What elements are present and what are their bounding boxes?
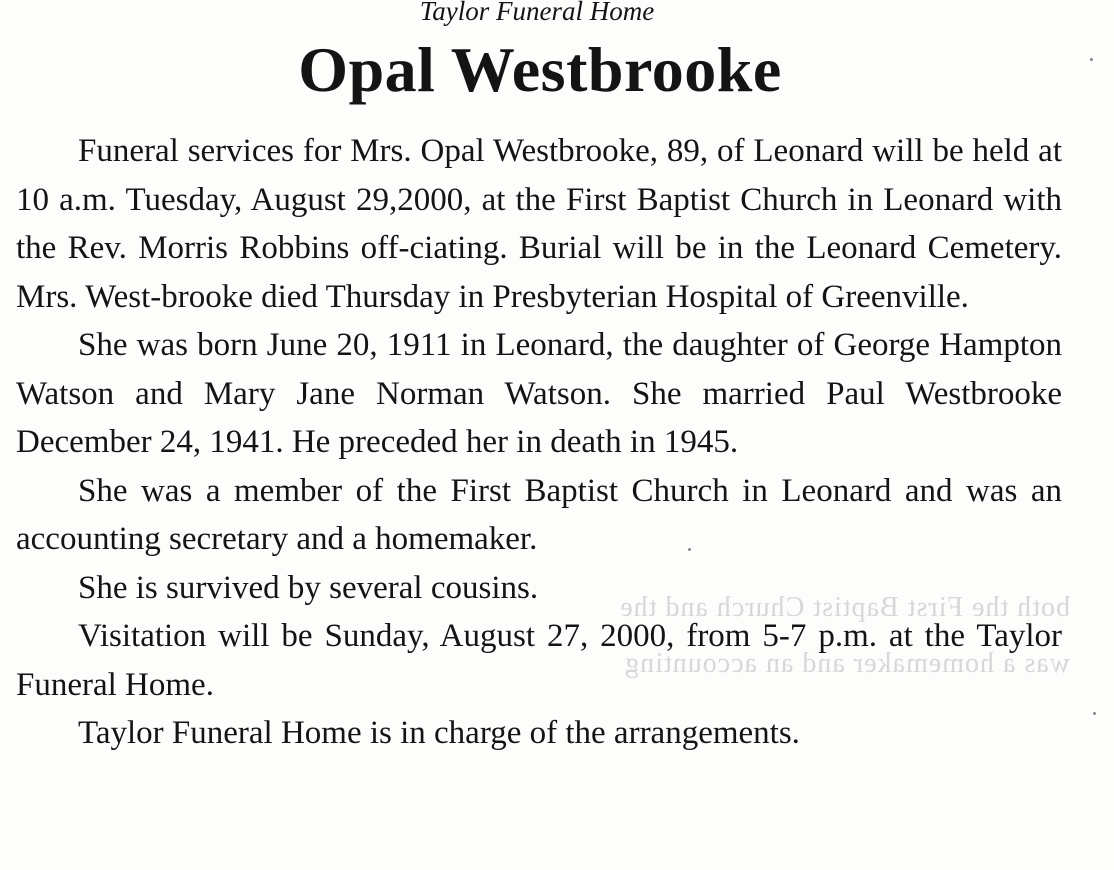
paragraph-visitation: Visitation will be Sunday, August 27, 2000, from 5-7 p.m. at the Taylor Funeral Home. bbox=[16, 618, 1062, 703]
paragraph-arrangements: Taylor Funeral Home is in charge of the arrangements. bbox=[78, 715, 800, 751]
paragraph-birth: She was born June 20, 1911 in Leonard, the daughter of George Hampton Watson and Mary Jane Norman Watson. She married Paul Westbrooke December 24, 1941. He preceded her in death in 1945. bbox=[16, 327, 1062, 460]
bleed-through-text: both the First Baptist Church and the bbox=[619, 592, 1070, 623]
paragraph-membership: She was a member of the First Baptist Church in Leonard and was an accounting secretary and a homemaker. bbox=[16, 472, 1062, 557]
scan-speck bbox=[1093, 712, 1096, 715]
obituary-headline: Opal Westbrooke bbox=[298, 34, 782, 105]
funeral-home-name: Taylor Funeral Home bbox=[419, 0, 655, 26]
bleed-through-text: was a homemaker and an accounting bbox=[624, 648, 1070, 679]
paragraph-services: Funeral services for Mrs. Opal Westbrooke, 89, of Leonard will be held at 10 a.m. Tuesday, August 29,2000, at the First Baptist Church in Leonard with the Rev. Morris Robbins off-ciating. Burial will be in the Leonard Cemetery. Mrs. West-brooke died Thursday in Presbyterian Hospital of Greenville. bbox=[16, 133, 1062, 315]
paragraph-survivors: She is survived by several cousins. bbox=[78, 569, 539, 606]
scan-speck bbox=[688, 548, 691, 551]
obituary-body bbox=[16, 127, 1062, 758]
scan-speck bbox=[1090, 58, 1093, 61]
